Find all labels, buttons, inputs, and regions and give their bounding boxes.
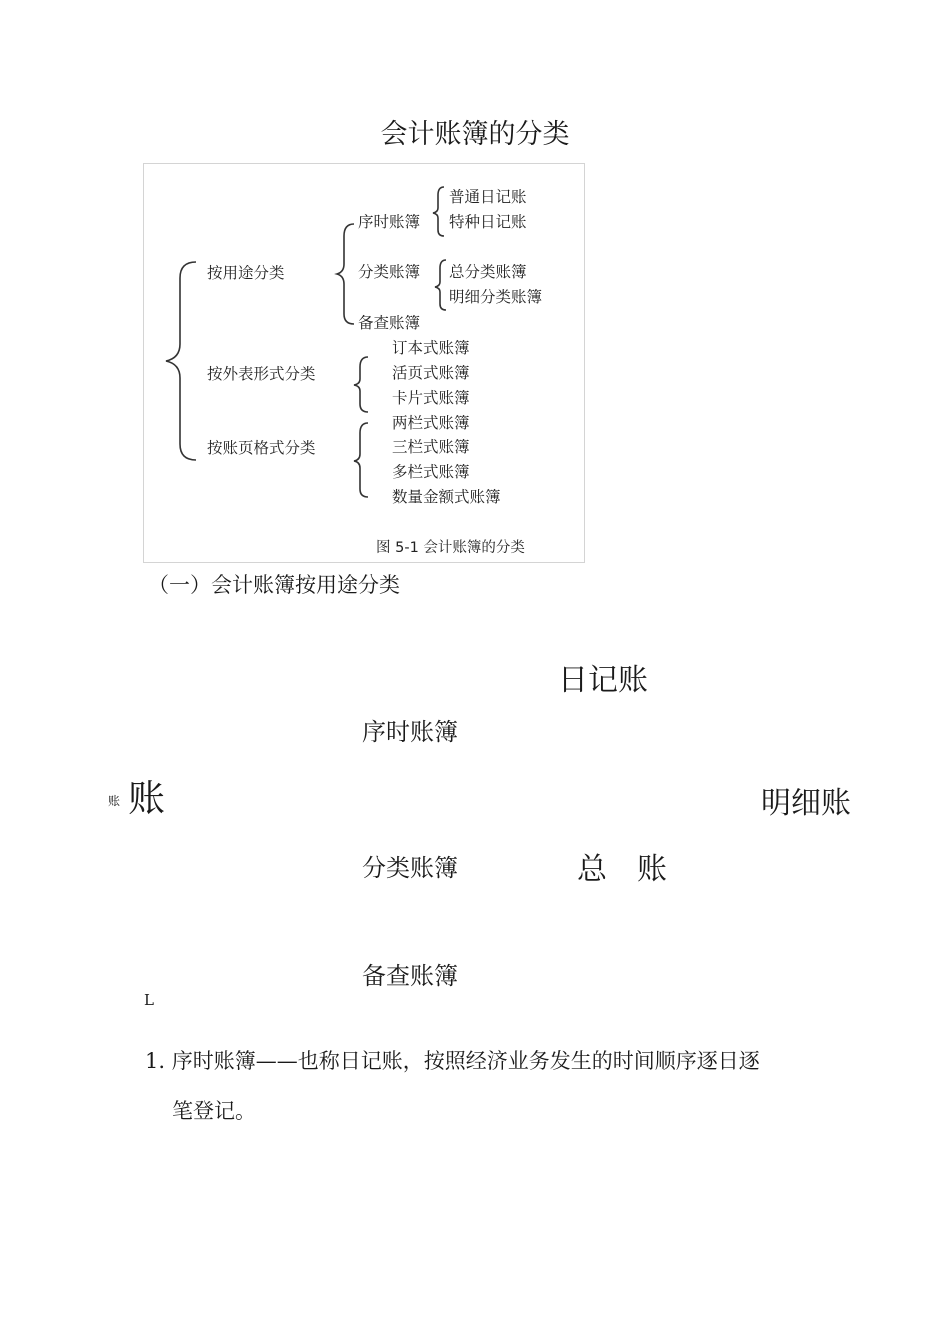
root-brace: [166, 262, 196, 460]
classified-detail-ledger: 明细分类账簿: [449, 288, 543, 306]
diagram-journal: 日记账: [558, 663, 648, 698]
usage-brace: [337, 224, 354, 324]
form-bound: 订本式账簿: [392, 339, 470, 357]
format-multi-column: 多栏式账簿: [392, 463, 470, 481]
format-three-column: 三栏式账簿: [392, 438, 470, 456]
classified-brace: [435, 260, 446, 310]
paragraph-line-2: 笔登记。: [172, 1099, 256, 1123]
diagram-stray-mark: L: [144, 991, 154, 1009]
page-format-brace: [354, 423, 368, 497]
figure-caption: 图 5-1 会计账簿的分类: [376, 540, 525, 556]
diagram-memo-book: 备查账簿: [362, 962, 458, 990]
section-heading: （一）会计账簿按用途分类: [148, 573, 400, 597]
sequential-general-journal: 普通日记账: [449, 188, 527, 206]
form-brace: [354, 357, 368, 412]
usage-classified: 分类账簿: [358, 263, 421, 281]
sequential-brace: [433, 187, 444, 236]
classification-figure: [143, 163, 585, 563]
usage-memo: 备查账簿: [358, 314, 421, 332]
paragraph-line-1: 1. 序时账簿——也称日记账，按照经济业务发生的时间顺序逐日逐: [145, 1049, 760, 1073]
level1-usage: 按用途分类: [207, 264, 285, 282]
classified-general-ledger: 总分类账簿: [449, 263, 527, 281]
format-quantity-amount: 数量金额式账簿: [392, 488, 501, 506]
level1-page-format: 按账页格式分类: [207, 439, 316, 457]
sequential-special-journal: 特种日记账: [449, 213, 527, 231]
form-loose-leaf: 活页式账簿: [392, 364, 470, 382]
form-card: 卡片式账簿: [392, 389, 470, 407]
diagram-small-label: 账: [108, 794, 121, 808]
format-two-column: 两栏式账簿: [392, 414, 470, 432]
diagram-detail-ledger: 明细账: [761, 786, 851, 821]
diagram-classified-book: 分类账簿: [362, 854, 458, 882]
diagram-general-ledger: 总 账: [577, 852, 667, 887]
diagram-sequential-book: 序时账簿: [362, 718, 458, 746]
diagram-root-label: 账: [128, 777, 165, 820]
page-title: 会计账簿的分类: [380, 119, 570, 150]
level1-form: 按外表形式分类: [207, 365, 316, 383]
usage-sequential: 序时账簿: [358, 213, 421, 231]
